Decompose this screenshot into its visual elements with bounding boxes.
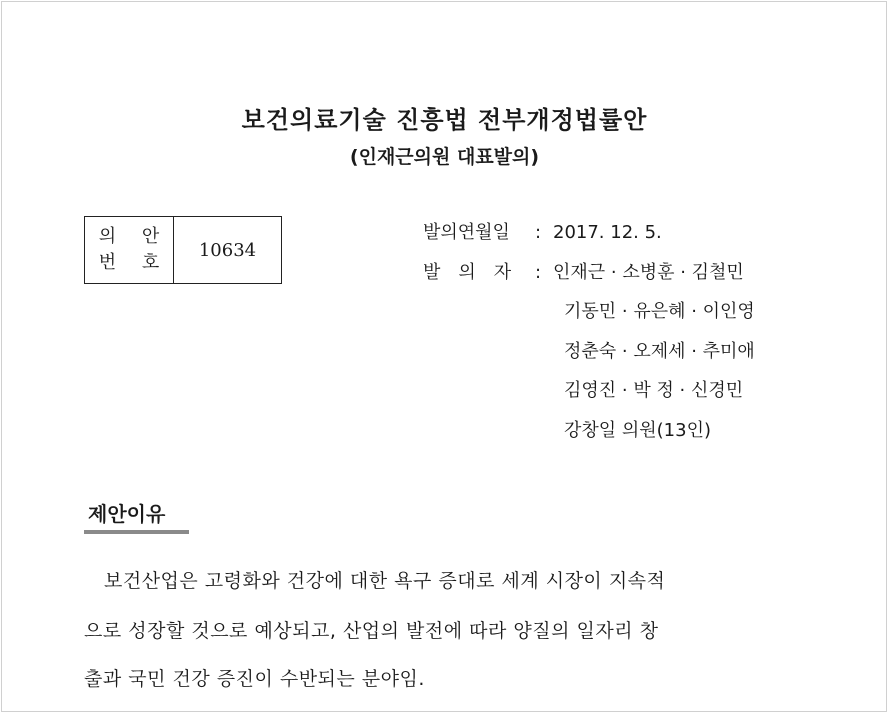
bill-number-value: 10634 [198,239,257,261]
proposal-date-label: 발의연월일 [423,222,510,243]
bill-number-label [85,217,174,283]
bill-number-label-line2: 번 호 [98,252,170,273]
proposers-line: 김영진 · 박 정 · 신경민 [564,380,744,401]
reason-heading: 제안이유 [88,502,166,526]
proposers-line: 인재근 · 소병훈 · 김철민 [553,262,744,283]
proposers-line: 강창일 의원(13인) [564,420,711,441]
proposers-line: 기동민 · 유은혜 · 이인영 [564,301,755,322]
reason-line: 출과 국민 건강 증진이 수반되는 분야임. [84,668,425,690]
bill-number-box [84,216,282,284]
reason-line: 보건산업은 고령화와 건강에 대한 욕구 증대로 세계 시장이 지속적 [104,570,666,592]
proposers-colon: : [535,262,542,283]
bill-subtitle: (인재근의원 대표발의) [349,146,540,168]
proposal-date-value: 2017. 12. 5. [553,222,662,243]
proposers-row [423,258,744,284]
proposers-line: 정춘숙 · 오제세 · 추미애 [564,341,755,362]
proposers-label: 발의자 [423,262,530,283]
reason-heading-underline [84,530,189,534]
bill-title: 보건의료기술 진흥법 전부개정법률안 [241,106,648,134]
proposal-date-row [423,218,662,244]
proposal-date-colon: : [535,222,542,243]
bill-number-label-line1: 의 안 [98,226,170,247]
reason-line: 으로 성장할 것으로 예상되고, 산업의 발전에 따라 양질의 일자리 창 [84,620,659,642]
